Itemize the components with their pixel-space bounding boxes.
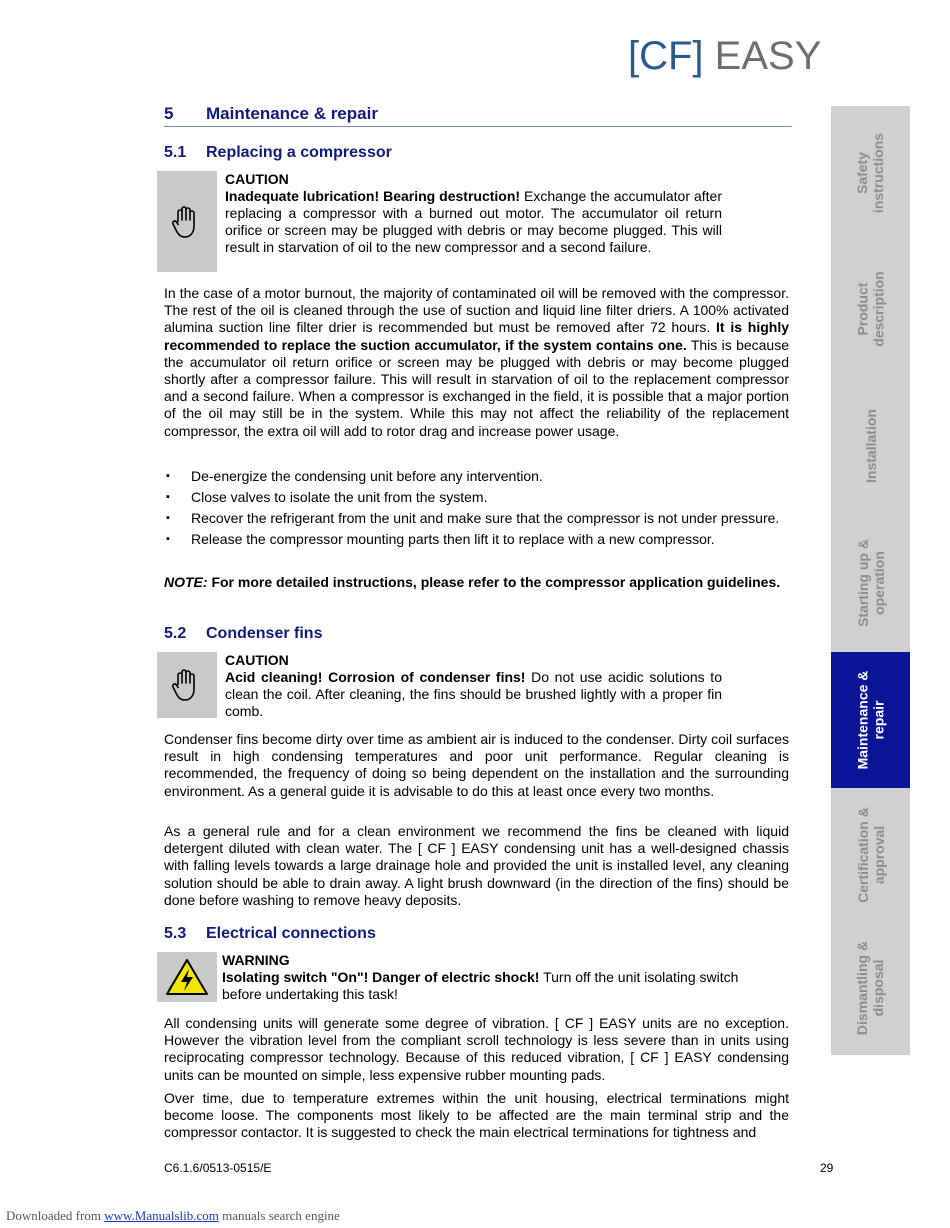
caution-emphasis: Inadequate lubrication! Bearing destruction! (225, 188, 521, 204)
paragraph-terminations: Over time, due to temperature extremes within the unit housing, electrical terminations might become loose. The components most likely to be affected are the main terminal strip and the compressor contactor. It is suggested to check the main electrical terminations for tightness and (164, 1090, 789, 1141)
warning-callout-5-3 (222, 952, 742, 1003)
download-prefix: Downloaded from (6, 1208, 105, 1223)
subsection-title: Electrical connections (206, 925, 376, 942)
paragraph-text: In the case of a motor burnout, the majority of contaminated oil will be removed with the compressor. The rest of the oil is cleaned through the use of suction and liquid line filter driers. A 100% activated alumina suction line filter drier is recommended but must be removed after 72 hours. (164, 285, 789, 336)
manualslib-link[interactable]: www.Manualslib.com (104, 1208, 219, 1223)
caution-hand-icon (157, 171, 217, 272)
list-item: ▪ De-energize the condensing unit before any intervention. (164, 468, 789, 485)
subsection-title: Condenser fins (206, 625, 323, 642)
paragraph-emphasis: It is highly recommended to replace the suction accumulator, if the system contains one. (164, 319, 789, 353)
tab-dismantling-disposal[interactable] (831, 921, 910, 1055)
warning-emphasis: Isolating switch "On"! Danger of electric shock! (222, 969, 540, 985)
caution-callout-5-1 (225, 171, 722, 256)
tab-certification-approval[interactable] (831, 788, 910, 921)
caution-hand-icon (157, 652, 217, 718)
list-item: ▪ Close valves to isolate the unit from the system. (164, 489, 789, 506)
subsection-heading-5-3 (164, 925, 376, 943)
paragraph-vibration: All condensing units will generate some degree of vibration. [ CF ] EASY units are no exception. However the vibration level from the compliant scroll technology is less severe than in units using reciprocating compressor technology. Because of this reduced vibration, [ CF ] EASY condensing units can be mounted on simple, less expensive rubber mounting pads. (164, 1015, 789, 1083)
procedure-list (164, 468, 789, 552)
tab-label: Safety instructions (854, 132, 887, 214)
tab-installation[interactable] (831, 378, 910, 514)
note-paragraph (164, 574, 789, 591)
caution-label: CAUTION (225, 171, 289, 187)
list-item: ▪ Recover the refrigerant from the unit and make sure that the compressor is not under pressure. (164, 510, 789, 527)
section-title: Maintenance & repair (206, 104, 378, 123)
tab-maintenance-repair[interactable] (831, 652, 910, 788)
brand-logo (628, 34, 821, 78)
caution-text: Exchange the accumulator after replacing a compressor with a burned out motor. The accumulator oil return orifice or screen may be plugged with debris or may become plugged. This will result in starvation of oil to the new compressor and a second failure. (225, 188, 722, 255)
download-notice (6, 1208, 340, 1224)
paragraph-cleaning: As a general rule and for a clean environment we recommend the fins be cleaned with liquid detergent diluted with clean water. The [ CF ] EASY condensing unit has a well-designed chassis with falling levels towards a large drainage hole and provided the unit is installed level, any cleaning solution should be able to drain away. A light brush downward (in the direction of the fins) should be done before washing to remove heavy deposits. (164, 823, 789, 908)
tab-safety-instructions[interactable] (831, 106, 910, 240)
caution-callout-5-2 (225, 652, 722, 720)
warning-body (222, 969, 742, 1003)
electric-warning-icon (157, 952, 217, 1002)
download-suffix: manuals search engine (218, 1208, 340, 1223)
caution-text: Do not use acidic solutions to clean the coil. After cleaning, the fins should be brushed lightly with a proper fin comb. (225, 669, 722, 719)
caution-body (225, 669, 722, 720)
note-label: NOTE: (164, 574, 208, 590)
logo-bracket: [CF] (628, 34, 704, 78)
tab-label: Maintenance & repair (854, 670, 887, 770)
warning-label: WARNING (222, 952, 290, 968)
tab-label: Starting up & operation (854, 539, 887, 627)
caution-label: CAUTION (225, 652, 289, 668)
subsection-number: 5.1 (164, 144, 187, 161)
paragraph-text: This is because the accumulator oil return orifice or screen may be plugged with debris or may become plugged shortly after a compressor failure. This will result in starvation of oil to the replacement compressor and a second failure. When a compressor is exchanged in the field, it is possible that a major portion of the oil may still be in the system. While this may not affect the reliability of the replacement compressor, the extra oil will add to rotor drag and increase power usage. (164, 336, 789, 439)
paragraph-condenser-dirt: Condenser fins become dirty over time as ambient air is induced to the condenser. Dirty coil surfaces result in high condensing temperatures and poor unit performance. Regular cleaning is recommended, the frequency of doing so being dependent on the installation and the surrounding environment. As a general guide it is advisable to do this at least once every two months. (164, 731, 789, 799)
note-text: For more detailed instructions, please refer to the compressor application guidelines. (207, 574, 781, 590)
warning-text: Turn off the unit isolating switch before undertaking this task! (222, 969, 739, 1002)
page-number: 29 (820, 1161, 834, 1175)
subsection-title: Replacing a compressor (206, 144, 392, 161)
list-item: ▪ Release the compressor mounting parts then lift it to replace with a new compressor. (164, 531, 789, 548)
subsection-heading-5-1 (164, 144, 392, 162)
logo-text: EASY (714, 34, 822, 78)
section-heading (164, 104, 792, 127)
tab-label: Product description (854, 271, 887, 347)
subsection-heading-5-2 (164, 625, 322, 643)
section-number: 5 (164, 104, 174, 123)
document-code: C6.1.6/0513-0515/E (164, 1161, 272, 1175)
tab-product-description[interactable] (831, 240, 910, 378)
tab-starting-up-operation[interactable] (831, 514, 910, 652)
tab-label: Dismantling & disposal (854, 940, 887, 1036)
subsection-number: 5.2 (164, 625, 187, 642)
paragraph-motor-burnout (164, 285, 789, 440)
tab-label: Installation (862, 409, 879, 483)
tab-label: Certification & approval (854, 806, 887, 903)
caution-emphasis: Acid cleaning! Corrosion of condenser fins! (225, 669, 526, 685)
subsection-number: 5.3 (164, 925, 187, 942)
caution-body (225, 188, 722, 256)
